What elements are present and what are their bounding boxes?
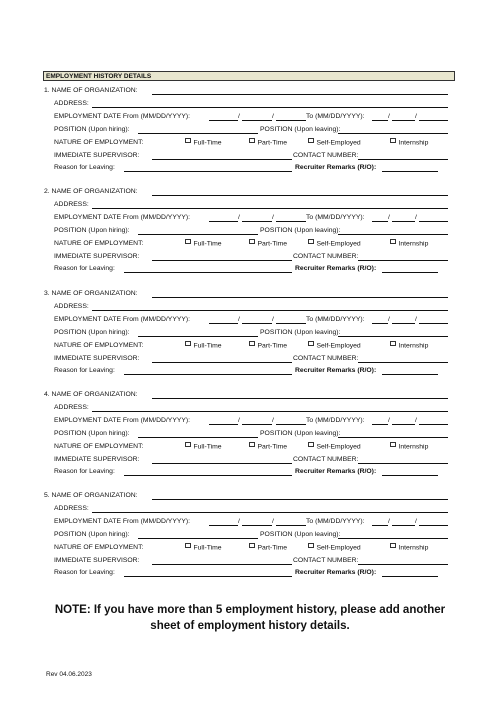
- from-day-field[interactable]: [242, 221, 272, 222]
- entry-row: [44, 467, 448, 477]
- contact-field[interactable]: [358, 362, 448, 363]
- checkbox-box[interactable]: [249, 138, 255, 144]
- checkbox-box[interactable]: [308, 239, 314, 245]
- position-hiring-field[interactable]: [138, 336, 258, 337]
- position-hiring-field[interactable]: [138, 234, 258, 235]
- entry-row: [44, 341, 448, 351]
- part-time-checkbox[interactable]: [249, 341, 287, 352]
- position-leaving-field[interactable]: [338, 437, 448, 438]
- entry-row: [44, 302, 448, 312]
- from-year-field[interactable]: [276, 221, 306, 222]
- position-leaving-label: POSITION (Upon leaving):: [260, 125, 341, 133]
- checkbox-box[interactable]: [308, 341, 314, 347]
- entry-row: [44, 455, 448, 465]
- address-label: ADDRESS:: [54, 200, 89, 208]
- nature-label: NATURE OF EMPLOYMENT:: [54, 138, 144, 146]
- supervisor-label: IMMEDIATE SUPERVISOR:: [54, 455, 140, 463]
- to-day-field[interactable]: [392, 424, 415, 425]
- reason-field[interactable]: [124, 576, 292, 577]
- employment-entry: [44, 491, 448, 591]
- to-month-field[interactable]: [372, 120, 388, 121]
- from-day-field[interactable]: [242, 120, 272, 121]
- position-leaving-label: POSITION (Upon leaving):: [260, 328, 341, 336]
- from-month-field[interactable]: [209, 525, 238, 526]
- entry-row: [44, 200, 448, 210]
- to-year-field[interactable]: [419, 525, 448, 526]
- remarks-field[interactable]: [382, 475, 438, 476]
- entry-row: [44, 163, 448, 173]
- entry-row: [44, 187, 448, 197]
- position-hiring-label: POSITION (Upon hiring):: [54, 328, 130, 336]
- entry-row: [44, 112, 448, 122]
- address-label: ADDRESS:: [54, 302, 89, 310]
- checkbox-box[interactable]: [390, 543, 396, 549]
- entry-row: [44, 416, 448, 426]
- to-date-label: To (MM/DD/YYYY):: [306, 112, 365, 120]
- remarks-label: Recruiter Remarks (R/O):: [295, 265, 377, 273]
- employment-entry: [44, 86, 448, 186]
- employment-date-label: EMPLOYMENT DATE From (MM/DD/YYYY):: [54, 315, 191, 323]
- part-time-checkbox[interactable]: [249, 138, 287, 149]
- organization-field[interactable]: [152, 499, 448, 500]
- to-month-field[interactable]: [372, 323, 388, 324]
- remarks-field[interactable]: [382, 272, 438, 273]
- date-slash: /: [388, 517, 390, 525]
- full-time-checkbox[interactable]: [185, 239, 222, 250]
- date-slash: /: [388, 315, 390, 323]
- address-field[interactable]: [92, 310, 448, 311]
- remarks-field[interactable]: [382, 576, 438, 577]
- remarks-label: Recruiter Remarks (R/O):: [295, 164, 377, 172]
- reason-label: Reason for Leaving:: [54, 468, 115, 476]
- contact-field[interactable]: [358, 463, 448, 464]
- full-time-checkbox[interactable]: [185, 341, 222, 352]
- entry-row: [44, 429, 448, 439]
- entry-row: [44, 252, 448, 262]
- self-employed-checkbox[interactable]: [308, 442, 361, 453]
- organization-label: 2. NAME OF ORGANIZATION:: [44, 188, 138, 195]
- reason-field[interactable]: [124, 171, 292, 172]
- entry-row: [44, 442, 448, 452]
- organization-label: 1. NAME OF ORGANIZATION:: [44, 87, 138, 94]
- supervisor-field[interactable]: [152, 463, 292, 464]
- date-slash: /: [388, 213, 390, 221]
- date-slash: /: [415, 315, 417, 323]
- checkbox-label: Internship: [398, 443, 429, 451]
- to-year-field[interactable]: [419, 323, 448, 324]
- note-line-1: NOTE: If you have more than 5 employment history, please add another: [54, 604, 446, 616]
- address-label: ADDRESS:: [54, 504, 89, 512]
- from-day-field[interactable]: [242, 323, 272, 324]
- internship-checkbox[interactable]: [390, 239, 428, 250]
- self-employed-checkbox[interactable]: [308, 239, 361, 250]
- position-leaving-label: POSITION (Upon leaving):: [260, 429, 341, 437]
- employment-date-label: EMPLOYMENT DATE From (MM/DD/YYYY):: [54, 517, 191, 525]
- checkbox-label: Full-Time: [193, 544, 222, 552]
- to-date-label: To (MM/DD/YYYY):: [306, 213, 365, 221]
- position-hiring-label: POSITION (Upon hiring):: [54, 530, 130, 538]
- supervisor-field[interactable]: [152, 159, 292, 160]
- remarks-field[interactable]: [382, 171, 438, 172]
- date-slash: /: [238, 416, 240, 424]
- contact-label: CONTACT NUMBER:: [293, 151, 359, 159]
- note-text: [20, 602, 480, 634]
- revision-label: Rev 04.06.2023: [46, 671, 92, 678]
- organization-field[interactable]: [152, 195, 448, 196]
- contact-label: CONTACT NUMBER:: [293, 455, 359, 463]
- from-month-field[interactable]: [209, 323, 238, 324]
- checkbox-label: Part-Time: [257, 139, 288, 147]
- to-month-field[interactable]: [372, 424, 388, 425]
- checkbox-label: Part-Time: [257, 342, 288, 350]
- checkbox-label: Self-Employed: [316, 139, 361, 147]
- employment-date-label: EMPLOYMENT DATE From (MM/DD/YYYY):: [54, 112, 191, 120]
- to-year-field[interactable]: [419, 424, 448, 425]
- internship-checkbox[interactable]: [390, 341, 428, 352]
- address-field[interactable]: [92, 107, 448, 108]
- checkbox-box[interactable]: [249, 442, 255, 448]
- from-year-field[interactable]: [276, 424, 306, 425]
- supervisor-field[interactable]: [152, 362, 292, 363]
- to-month-field[interactable]: [372, 221, 388, 222]
- date-slash: /: [272, 213, 274, 221]
- to-day-field[interactable]: [392, 221, 415, 222]
- to-year-field[interactable]: [419, 120, 448, 121]
- full-time-checkbox[interactable]: [185, 543, 222, 554]
- nature-label: NATURE OF EMPLOYMENT:: [54, 341, 144, 349]
- date-slash: /: [415, 213, 417, 221]
- reason-label: Reason for Leaving:: [54, 367, 115, 375]
- remarks-label: Recruiter Remarks (R/O):: [295, 468, 377, 476]
- full-time-checkbox[interactable]: [185, 138, 222, 149]
- to-date-label: To (MM/DD/YYYY):: [306, 416, 365, 424]
- date-slash: /: [238, 112, 240, 120]
- contact-label: CONTACT NUMBER:: [293, 252, 359, 260]
- contact-field[interactable]: [358, 159, 448, 160]
- entry-row: [44, 390, 448, 400]
- checkbox-box[interactable]: [249, 543, 255, 549]
- employment-entry: [44, 289, 448, 389]
- reason-label: Reason for Leaving:: [54, 569, 115, 577]
- nature-label: NATURE OF EMPLOYMENT:: [54, 239, 144, 247]
- entry-row: [44, 517, 448, 527]
- organization-field[interactable]: [152, 297, 448, 298]
- date-slash: /: [415, 112, 417, 120]
- remarks-label: Recruiter Remarks (R/O):: [295, 569, 377, 577]
- checkbox-label: Full-Time: [193, 240, 222, 248]
- reason-field[interactable]: [124, 374, 292, 375]
- position-leaving-label: POSITION (Upon leaving):: [260, 226, 341, 234]
- checkbox-label: Internship: [398, 342, 429, 350]
- date-slash: /: [272, 517, 274, 525]
- date-slash: /: [388, 112, 390, 120]
- self-employed-checkbox[interactable]: [308, 341, 361, 352]
- to-date-label: To (MM/DD/YYYY):: [306, 517, 365, 525]
- position-hiring-field[interactable]: [138, 133, 258, 134]
- supervisor-field[interactable]: [152, 260, 292, 261]
- checkbox-box[interactable]: [308, 138, 314, 144]
- checkbox-box[interactable]: [185, 341, 191, 347]
- part-time-checkbox[interactable]: [249, 239, 287, 250]
- position-leaving-field[interactable]: [338, 133, 448, 134]
- part-time-checkbox[interactable]: [249, 543, 287, 554]
- entry-row: [44, 504, 448, 514]
- to-date-label: To (MM/DD/YYYY):: [306, 315, 365, 323]
- checkbox-label: Part-Time: [257, 240, 288, 248]
- entry-row: [44, 543, 448, 553]
- checkbox-label: Full-Time: [193, 342, 222, 350]
- position-leaving-label: POSITION (Upon leaving):: [260, 530, 341, 538]
- checkbox-box[interactable]: [390, 341, 396, 347]
- internship-checkbox[interactable]: [390, 543, 428, 554]
- checkbox-box[interactable]: [185, 138, 191, 144]
- date-slash: /: [238, 517, 240, 525]
- date-slash: /: [272, 315, 274, 323]
- nature-label: NATURE OF EMPLOYMENT:: [54, 442, 144, 450]
- entry-row: [44, 568, 448, 578]
- checkbox-label: Self-Employed: [316, 240, 361, 248]
- position-hiring-label: POSITION (Upon hiring):: [54, 226, 130, 234]
- position-hiring-label: POSITION (Upon hiring):: [54, 429, 130, 437]
- entry-row: [44, 239, 448, 249]
- to-year-field[interactable]: [419, 221, 448, 222]
- entry-row: [44, 403, 448, 413]
- contact-field[interactable]: [358, 260, 448, 261]
- checkbox-label: Self-Employed: [316, 443, 361, 451]
- entry-row: [44, 366, 448, 376]
- entry-row: [44, 491, 448, 501]
- position-hiring-field[interactable]: [138, 538, 258, 539]
- from-day-field[interactable]: [242, 525, 272, 526]
- from-month-field[interactable]: [209, 424, 238, 425]
- from-year-field[interactable]: [276, 525, 306, 526]
- supervisor-label: IMMEDIATE SUPERVISOR:: [54, 556, 140, 564]
- supervisor-label: IMMEDIATE SUPERVISOR:: [54, 151, 140, 159]
- to-month-field[interactable]: [372, 525, 388, 526]
- checkbox-label: Self-Employed: [316, 544, 361, 552]
- self-employed-checkbox[interactable]: [308, 138, 361, 149]
- date-slash: /: [388, 416, 390, 424]
- remarks-label: Recruiter Remarks (R/O):: [295, 367, 377, 375]
- organization-field[interactable]: [152, 94, 448, 95]
- position-hiring-label: POSITION (Upon hiring):: [54, 125, 130, 133]
- position-leaving-field[interactable]: [338, 336, 448, 337]
- contact-label: CONTACT NUMBER:: [293, 354, 359, 362]
- entry-row: [44, 354, 448, 364]
- date-slash: /: [415, 416, 417, 424]
- nature-label: NATURE OF EMPLOYMENT:: [54, 543, 144, 551]
- checkbox-box[interactable]: [249, 239, 255, 245]
- contact-field[interactable]: [358, 564, 448, 565]
- checkbox-label: Part-Time: [257, 443, 288, 451]
- entry-row: [44, 138, 448, 148]
- to-day-field[interactable]: [392, 120, 415, 121]
- checkbox-label: Internship: [398, 240, 429, 248]
- supervisor-field[interactable]: [152, 564, 292, 565]
- checkbox-label: Internship: [398, 139, 429, 147]
- reason-label: Reason for Leaving:: [54, 164, 115, 172]
- part-time-checkbox[interactable]: [249, 442, 287, 453]
- address-field[interactable]: [92, 411, 448, 412]
- entry-row: [44, 315, 448, 325]
- reason-field[interactable]: [124, 272, 292, 273]
- date-slash: /: [238, 213, 240, 221]
- date-slash: /: [415, 517, 417, 525]
- contact-label: CONTACT NUMBER:: [293, 556, 359, 564]
- organization-label: 3. NAME OF ORGANIZATION:: [44, 290, 138, 297]
- checkbox-label: Self-Employed: [316, 342, 361, 350]
- date-slash: /: [272, 112, 274, 120]
- organization-field[interactable]: [152, 398, 448, 399]
- supervisor-label: IMMEDIATE SUPERVISOR:: [54, 252, 140, 260]
- remarks-field[interactable]: [382, 374, 438, 375]
- date-slash: /: [238, 315, 240, 323]
- position-leaving-field[interactable]: [338, 538, 448, 539]
- to-day-field[interactable]: [392, 525, 415, 526]
- position-leaving-field[interactable]: [338, 234, 448, 235]
- checkbox-box[interactable]: [390, 239, 396, 245]
- employment-date-label: EMPLOYMENT DATE From (MM/DD/YYYY):: [54, 416, 191, 424]
- supervisor-label: IMMEDIATE SUPERVISOR:: [54, 354, 140, 362]
- checkbox-label: Part-Time: [257, 544, 288, 552]
- checkbox-label: Internship: [398, 544, 429, 552]
- address-label: ADDRESS:: [54, 99, 89, 107]
- address-label: ADDRESS:: [54, 403, 89, 411]
- employment-entry: [44, 390, 448, 490]
- from-month-field[interactable]: [209, 120, 238, 121]
- from-day-field[interactable]: [242, 424, 272, 425]
- to-day-field[interactable]: [392, 323, 415, 324]
- entry-row: [44, 86, 448, 96]
- checkbox-box[interactable]: [390, 442, 396, 448]
- organization-label: 4. NAME OF ORGANIZATION:: [44, 391, 138, 398]
- reason-label: Reason for Leaving:: [54, 265, 115, 273]
- entry-row: [44, 556, 448, 566]
- from-year-field[interactable]: [276, 323, 306, 324]
- entry-row: [44, 151, 448, 161]
- internship-checkbox[interactable]: [390, 138, 428, 149]
- employment-entry: [44, 187, 448, 287]
- internship-checkbox[interactable]: [390, 442, 428, 453]
- checkbox-box[interactable]: [308, 442, 314, 448]
- organization-label: 5. NAME OF ORGANIZATION:: [44, 492, 138, 499]
- note-line-2: sheet of employment history details.: [150, 620, 350, 632]
- checkbox-box[interactable]: [185, 239, 191, 245]
- self-employed-checkbox[interactable]: [308, 543, 361, 554]
- entry-row: [44, 99, 448, 109]
- full-time-checkbox[interactable]: [185, 442, 222, 453]
- entry-row: [44, 226, 448, 236]
- entry-row: [44, 289, 448, 299]
- entry-row: [44, 125, 448, 135]
- entry-row: [44, 530, 448, 540]
- address-field[interactable]: [92, 208, 448, 209]
- checkbox-label: Full-Time: [193, 139, 222, 147]
- reason-field[interactable]: [124, 475, 292, 476]
- checkbox-box[interactable]: [185, 442, 191, 448]
- position-hiring-field[interactable]: [138, 437, 258, 438]
- from-year-field[interactable]: [276, 120, 306, 121]
- checkbox-box[interactable]: [308, 543, 314, 549]
- checkbox-box[interactable]: [249, 341, 255, 347]
- date-slash: /: [272, 416, 274, 424]
- checkbox-box[interactable]: [390, 138, 396, 144]
- entry-row: [44, 264, 448, 274]
- employment-date-label: EMPLOYMENT DATE From (MM/DD/YYYY):: [54, 213, 191, 221]
- from-month-field[interactable]: [209, 221, 238, 222]
- section-header: EMPLOYMENT HISTORY DETAILS: [43, 71, 455, 81]
- checkbox-label: Full-Time: [193, 443, 222, 451]
- entry-row: [44, 328, 448, 338]
- address-field[interactable]: [92, 512, 448, 513]
- checkbox-box[interactable]: [185, 543, 191, 549]
- entry-row: [44, 213, 448, 223]
